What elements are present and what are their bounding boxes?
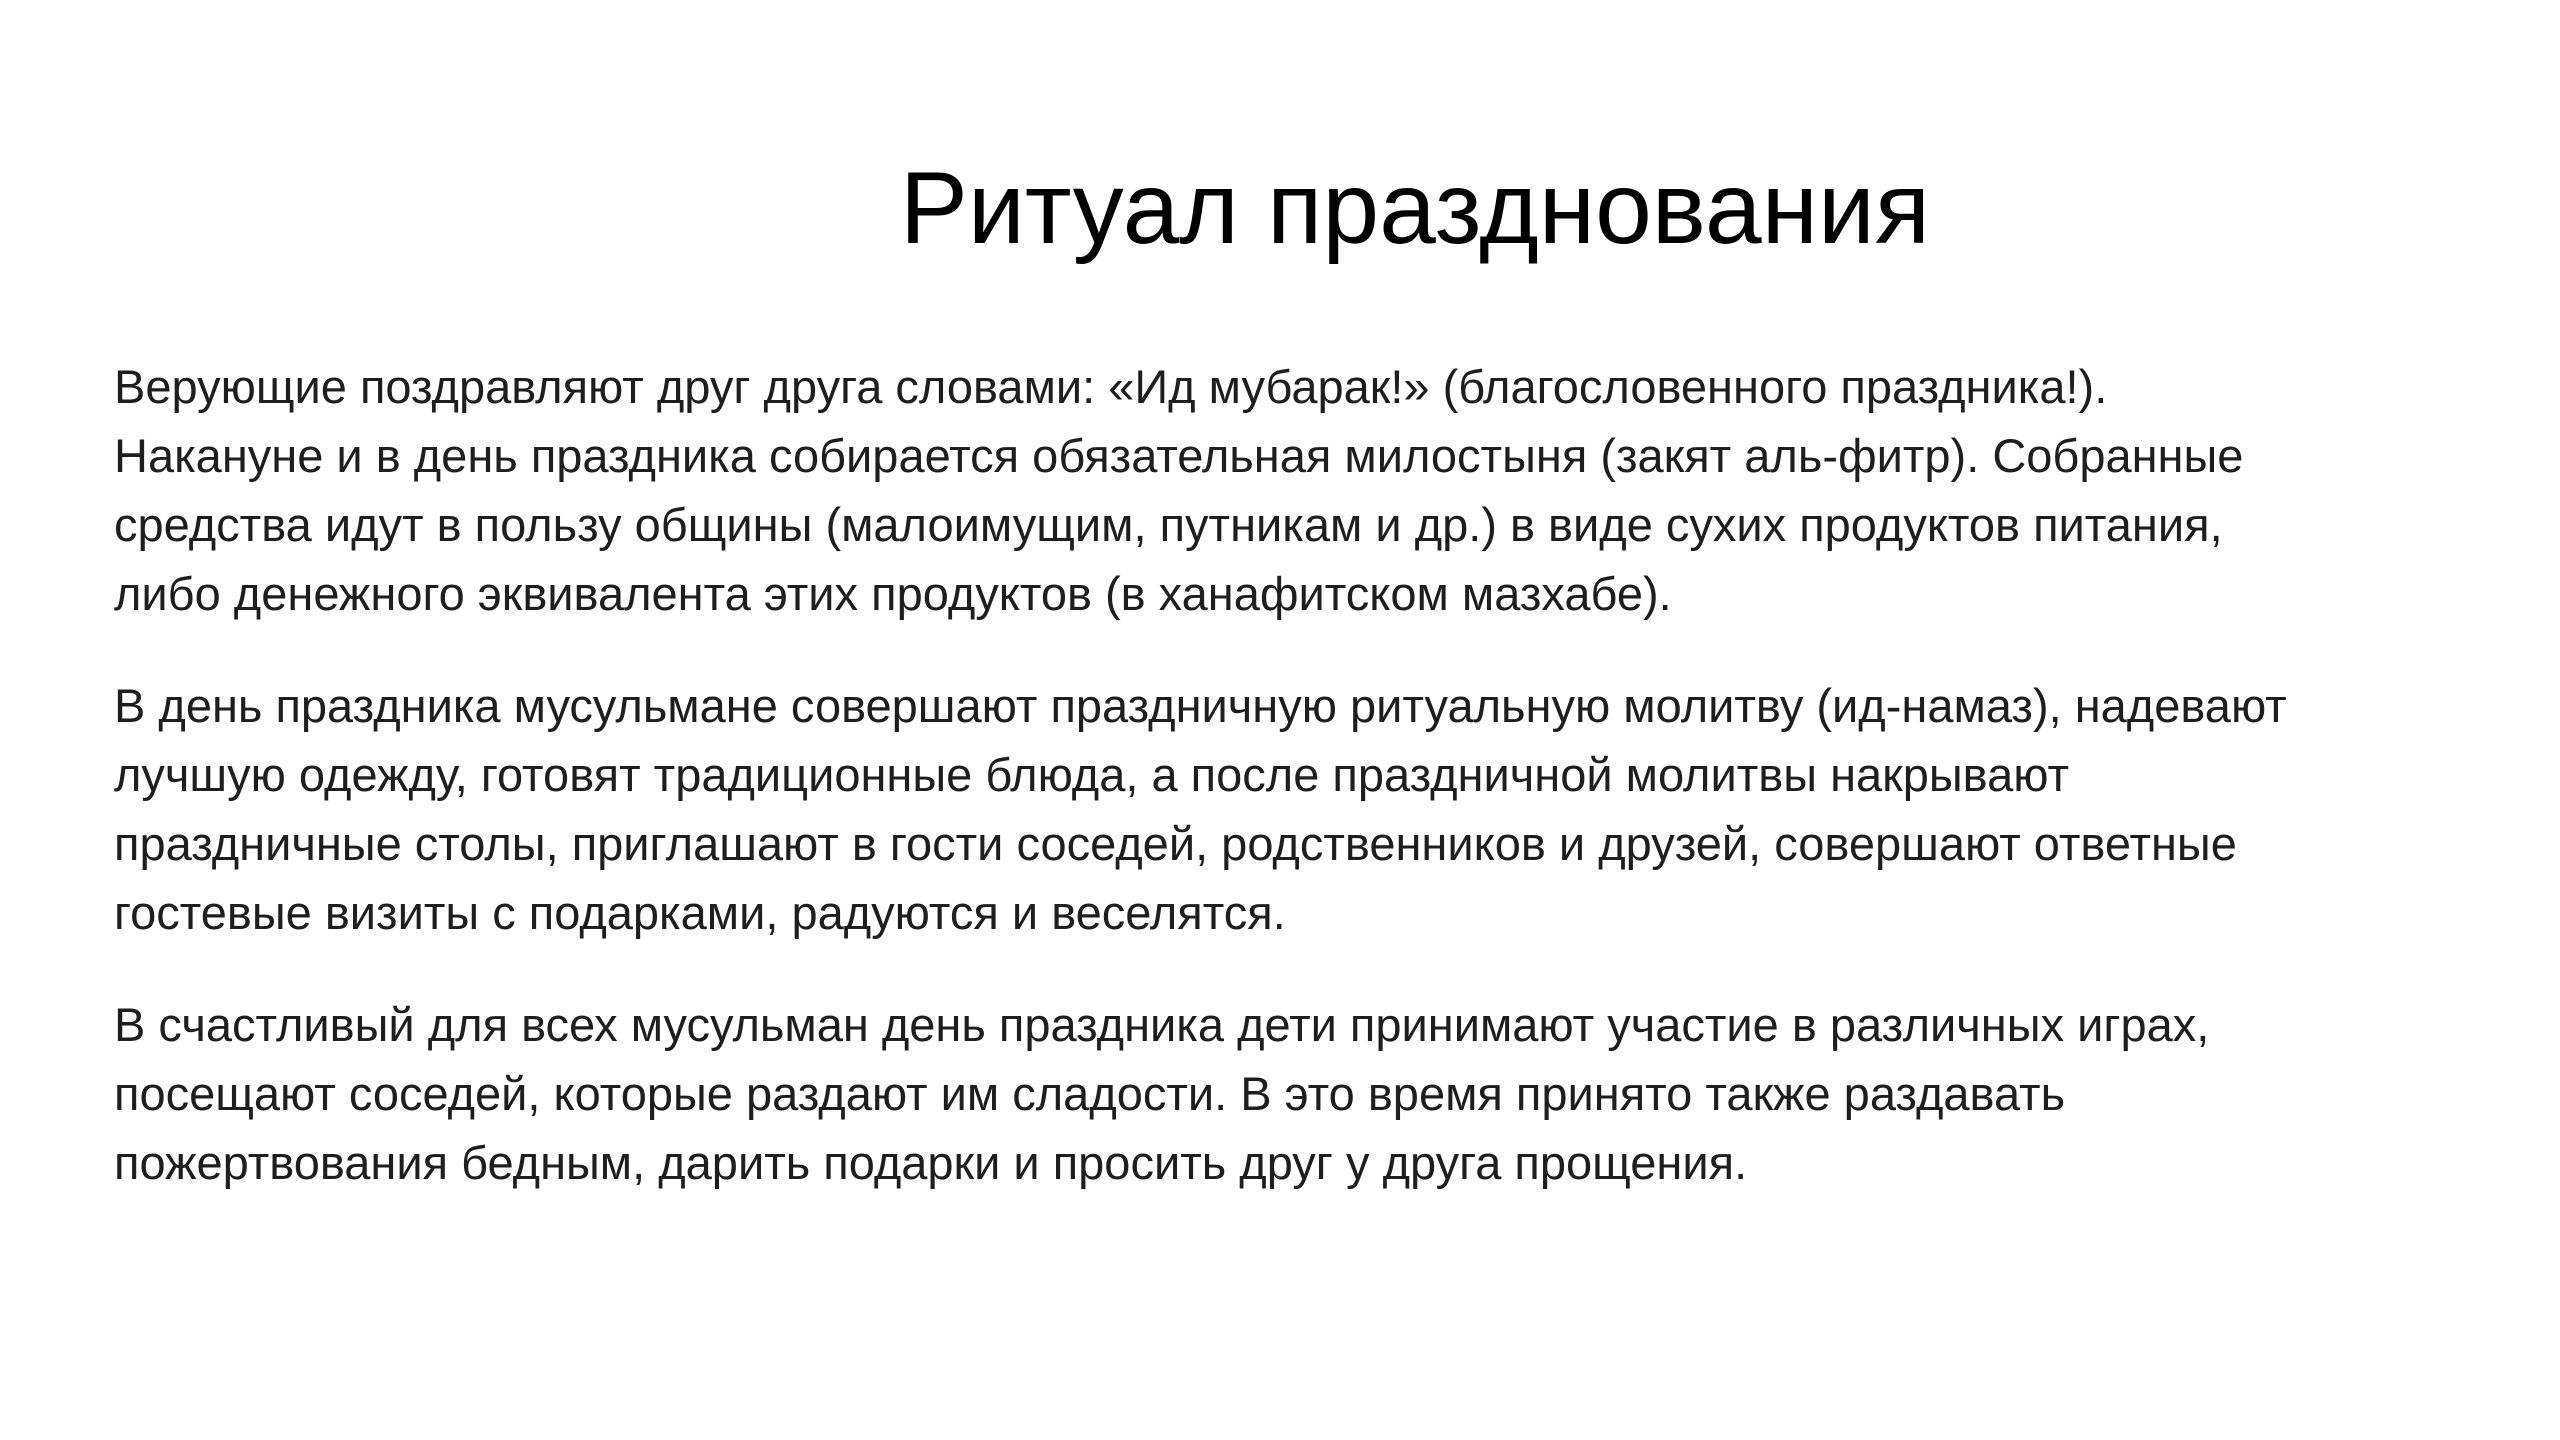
text-line: либо денежного эквивалента этих продуктов (в ханафитском мазхабе). [114, 567, 1672, 620]
text-line: средства идут в пользу общины (малоимущим, путникам и др.) в виде сухих продуктов питания, [114, 498, 2223, 551]
text-line: В день праздника мусульмане совершают праздничную ритуальную молитву (ид-намаз), надевают [114, 679, 2287, 732]
text-line: посещают соседей, которые раздают им сладости. В это время принято также раздавать [114, 1067, 2066, 1120]
paragraph-children [114, 990, 2514, 1197]
text-line: В счастливый для всех мусульман день праздника дети принимают участие в различных играх, [114, 998, 2210, 1051]
slide-title: Ритуал празднования [899, 151, 1931, 265]
paragraph-greetings [114, 352, 2514, 628]
text-line: Верующие поздравляют друг друга словами: «Ид мубарак!» (благословенного праздника!). [114, 360, 2108, 413]
slide-body [114, 352, 2514, 1240]
text-line: Накануне и в день праздника собирается обязательная милостыня (закят аль-фитр). Собранные [114, 429, 2244, 482]
text-line: лучшую одежду, готовят традиционные блюда, а после праздничной молитвы накрывают [114, 748, 2069, 801]
paragraph-prayer [114, 671, 2514, 947]
text-line: гостевые визиты с подарками, радуются и веселятся. [114, 886, 1286, 939]
text-line: пожертвования бедным, дарить подарки и просить друг у друга прощения. [114, 1136, 1748, 1189]
text-line: праздничные столы, приглашают в гости соседей, родственников и друзей, совершают ответные [114, 817, 2237, 870]
